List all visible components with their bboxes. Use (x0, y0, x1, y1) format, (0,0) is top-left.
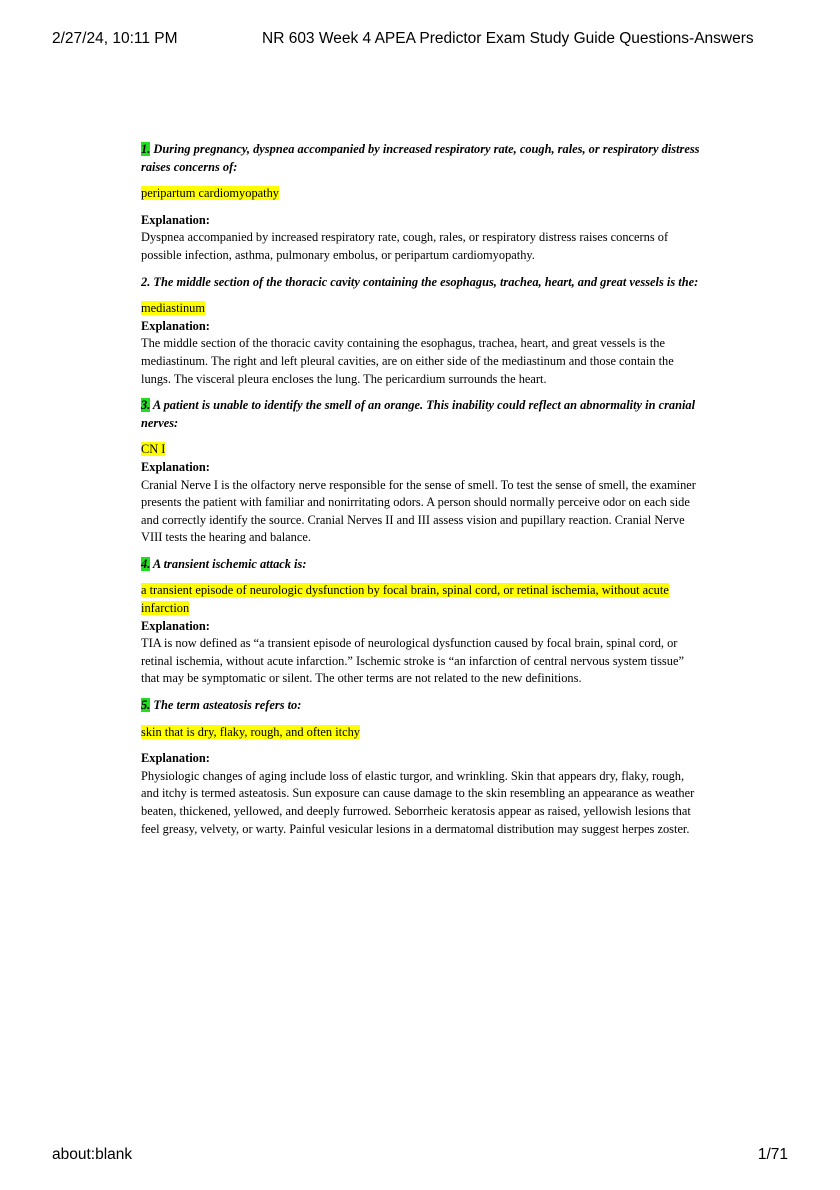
explanation-text: TIA is now defined as “a transient episode of neurological dysfunction caused by focal brain, spinal cord, or retinal ischemia, without acute infarction.” Ischemic stroke is “an infarction of central nervous system tissue” that may be symptomatic or silent. The other terms are not related to the new definitions. (141, 636, 684, 686)
explanation-text: Cranial Nerve I is the olfactory nerve responsible for the sense of smell. To test the sense of smell, the examiner presents the patient with familiar and nonirritating odors. A person should normally perceive odor on each side and correctly identify the source. Cranial Nerves II and III assess vision and pupillary reaction. Cranial Nerve VIII tests the hearing and balance. (141, 477, 696, 545)
document-body (141, 141, 701, 847)
explanation-label: Explanation: (141, 618, 210, 633)
question-text: 3. A patient is unable to identify the smell of an orange. This inability could reflect an abnormality in cranial nerves: (141, 398, 696, 430)
explanation-text: Dyspnea accompanied by increased respiratory rate, cough, rales, or respiratory distress raises concerns of possible infection, asthma, pulmonary embolus, or peripartum cardiomyopathy. (141, 230, 669, 262)
question-number: 2. (141, 274, 151, 289)
page-number: 1/71 (757, 1146, 788, 1163)
page-url: about:blank (52, 1146, 133, 1163)
question-number: 4. (141, 556, 151, 571)
explanation-text: The middle section of the thoracic cavity containing the esophagus, trachea, heart, and great vessels is the mediastinum. The right and left pleural cavities, are on either side of the mediastinum and those contain the lungs. The visceral pleura encloses the lung. The pericardium surrounds the heart. (141, 336, 674, 386)
question-block-3 (141, 397, 701, 547)
explanation-label: Explanation: (141, 751, 210, 766)
answer-text: a transient episode of neurologic dysfunction by focal brain, spinal cord, or retinal ischemia, without acute infarction (141, 583, 669, 616)
question-number: 5. (141, 698, 151, 713)
explanation-label: Explanation: (141, 318, 210, 333)
question-text: 4. A transient ischemic attack is: (141, 556, 307, 571)
explanation-text: Physiologic changes of aging include loss of elastic turgor, and wrinkling. Skin that appears dry, flaky, rough, and itchy is termed asteatosis. Sun exposure can cause damage to the skin resembling an appearance as weather beaten, thickened, yellowed, and deeply furrowed. Seborrheic keratosis appear as raised, yellowish lesions that feel greasy, velvety, or warty. Painful vesicular lesions in a dermatomal distribution may suggest herpes zoster. (141, 768, 695, 836)
question-text: 5. The term asteatosis refers to: (141, 698, 302, 713)
document-title: NR 603 Week 4 APEA Predictor Exam Study Guide Questions-Answers (262, 30, 754, 47)
question-block-5 (141, 697, 701, 838)
explanation-label: Explanation: (141, 459, 210, 474)
answer-text: skin that is dry, flaky, rough, and often itchy (141, 724, 360, 739)
question-block-1 (141, 141, 701, 265)
question-text: 1. During pregnancy, dyspnea accompanied by increased respiratory rate, cough, rales, or respiratory distress raises concerns of: (141, 142, 700, 174)
answer-text: peripartum cardiomyopathy (141, 186, 279, 201)
question-block-4 (141, 556, 701, 688)
question-text: 2. The middle section of the thoracic cavity containing the esophagus, trachea, heart, and great vessels is the: (141, 274, 699, 289)
question-number: 1. (141, 142, 151, 156)
print-datetime: 2/27/24, 10:11 PM (52, 30, 178, 47)
explanation-label: Explanation: (141, 212, 210, 227)
question-number: 3. (141, 398, 151, 413)
answer-text: mediastinum (141, 301, 206, 316)
question-block-2 (141, 274, 701, 389)
answer-text: CN I (141, 442, 166, 457)
